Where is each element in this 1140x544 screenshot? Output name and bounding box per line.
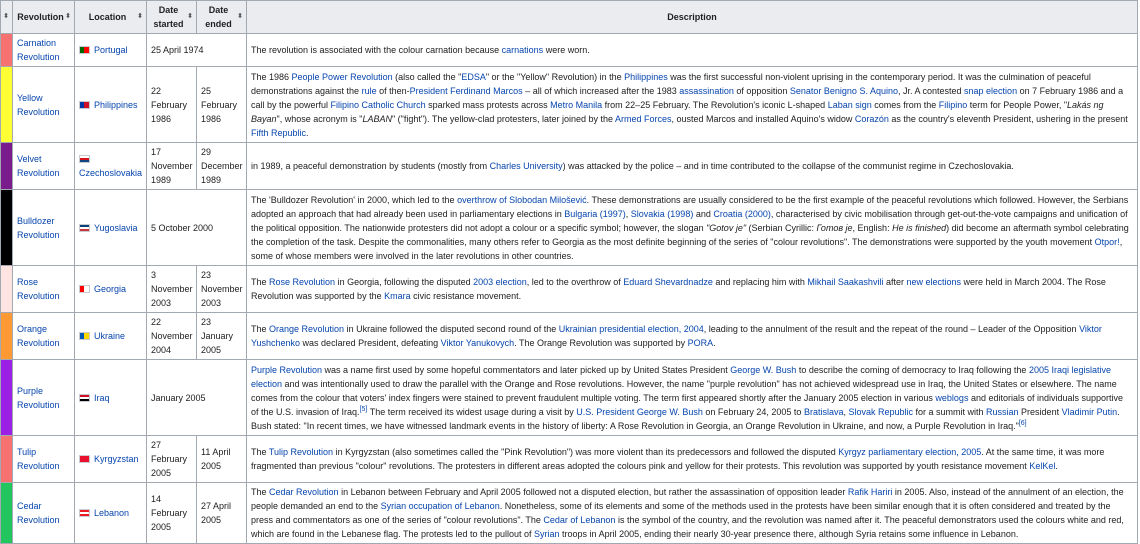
revolution-cell — [13, 67, 75, 143]
flag-icon — [79, 455, 90, 463]
revolution-cell — [13, 313, 75, 360]
description-header-label: Description — [667, 12, 717, 22]
revolution-link[interactable]: Yellow Revolution — [17, 92, 60, 117]
color-swatch — [1, 360, 13, 436]
table-row — [1, 360, 1138, 436]
description-link[interactable]: KelKel — [1029, 461, 1056, 471]
location-cell — [75, 67, 147, 143]
date-started-cell: 3 November 2003 — [147, 266, 197, 313]
flag-icon — [79, 285, 90, 293]
location-cell — [75, 266, 147, 313]
description-link[interactable]: assassination — [679, 85, 734, 96]
color-swatch — [1, 266, 13, 313]
revolution-cell — [13, 266, 75, 313]
description-link[interactable]: Purple Revolution — [251, 364, 323, 375]
revolution-link[interactable]: Rose Revolution — [17, 277, 60, 301]
table-body — [1, 34, 1138, 544]
date-started-cell: 22 February 1986 — [147, 67, 197, 143]
color-swatch — [1, 483, 13, 544]
color-swatch — [1, 313, 13, 360]
description-link[interactable]: Metro Manila — [550, 99, 603, 110]
description-link[interactable]: Vladimir Putin — [1061, 406, 1118, 417]
sort-arrows-icon[interactable]: ⬍ — [187, 13, 193, 20]
color-column-header — [1, 1, 13, 34]
date-ended-cell: 23 November 2003 — [197, 266, 247, 313]
location-link[interactable]: Portugal — [94, 45, 128, 55]
revolution-cell — [13, 483, 75, 544]
description-link[interactable]: Ukrainian presidential election, 2004 — [558, 324, 704, 334]
description-cell: in 1989, a peaceful demonstration by students (mostly from Charles University) was attacked by the police – and in time contributed to the collapse of the communist regime in Czechoslovakia. — [247, 143, 1138, 190]
description-link[interactable]: Orange Revolution — [269, 324, 345, 334]
date-ended-column-header[interactable] — [197, 1, 247, 34]
date-started-cell: 5 October 2000 — [147, 190, 247, 266]
description-link[interactable]: Corazón — [854, 113, 889, 124]
description-link[interactable]: 2005 Iraqi legislative election — [251, 364, 1111, 389]
color-swatch — [1, 34, 13, 67]
description-link[interactable]: Senator Benigno S. Aquino — [789, 85, 898, 96]
description-link[interactable]: Viktor Yushchenko — [251, 324, 1102, 348]
date-started-cell: January 2005 — [147, 360, 247, 436]
revolution-column-header[interactable] — [13, 1, 75, 34]
flag-icon — [79, 46, 90, 54]
description-link[interactable]: Kmara — [384, 291, 411, 301]
description-link[interactable]: [5] — [359, 405, 368, 413]
description-link[interactable]: U.S. President George W. Bush — [576, 406, 703, 417]
description-link[interactable]: George W. Bush — [730, 364, 797, 375]
color-swatch — [1, 190, 13, 266]
description-link[interactable]: Cedar Revolution — [269, 487, 339, 497]
sort-arrows-icon[interactable]: ⬍ — [237, 13, 243, 20]
location-cell — [75, 483, 147, 544]
table-row — [1, 483, 1138, 544]
location-link[interactable]: Georgia — [94, 284, 127, 294]
location-cell — [75, 360, 147, 436]
description-link[interactable]: carnations — [501, 45, 544, 55]
revolution-link[interactable]: Orange Revolution — [17, 324, 60, 348]
revolution-cell — [13, 190, 75, 266]
revolution-link[interactable]: Carnation Revolution — [17, 38, 60, 62]
date-started-cell: 27 February 2005 — [147, 436, 197, 483]
description-link[interactable]: PORA — [687, 338, 714, 348]
revolution-link[interactable]: Purple Revolution — [17, 385, 60, 410]
description-cell: The 1986 People Power Revolution (also called the "EDSA" or the "Yellow" Revolution) in the Philippines was the first successful non-violent uprising in the contemporary period. It was the culmination of peaceful demonstrations against the rule of then-President Ferdinand Marcos – all of which increased after the 1983 assassination of opposition Senator Benigno S. Aquino, Jr. A contested snap election on 7 February 1986 and a call by the powerful Filipino Catholic Church sparked mass protests across Metro Manila from 22–25 February. The Revolution's iconic L-shaped Laban sign comes from the Filipino term for People Power, "Lakás ng Bayan", whose acronym is "LABAN" ("fight"). The yellow-clad protesters, later joined by the Armed Forces, ousted Marcos and installed Aquino's widow Corazón as the country's eleventh President, ushering in the present Fifth Republic. — [247, 67, 1138, 143]
table-row — [1, 313, 1138, 360]
description-link[interactable]: weblogs — [935, 392, 969, 403]
location-cell — [75, 143, 147, 190]
description-link[interactable]: Filipino — [938, 99, 968, 110]
description-column-header — [247, 1, 1138, 34]
description-link[interactable]: Eduard Shevardnadze — [623, 277, 713, 287]
flag-icon — [79, 394, 90, 402]
date-started-cell: 17 November 1989 — [147, 143, 197, 190]
table-header-row — [1, 1, 1138, 34]
description-link[interactable]: Bratislava — [803, 406, 844, 417]
description-cell: The Cedar Revolution in Lebanon between February and April 2005 followed not a disputed election, but rather the assassination of opposition leader Rafik Hariri in 2005. Also, instead of the annulment of an election, the people demanded an end to the Syrian occupation of Lebanon. Nonetheless, some of its elements and some of the methods used in the protests have been similar enough that it is often considered and treated by the press and commentators as one of the series of "colour revolutions". The Cedar of Lebanon is the symbol of the country, and the revolution was named after it. The peaceful demonstrators used the colours white and red, which are found in the Lebanese flag. The protests led to the pullout of Syrian troops in April 2005, ending their nearly 30-year presence there, although Syria retains some influence in Lebanon. — [247, 483, 1138, 544]
date-ended-cell: 27 April 2005 — [197, 483, 247, 544]
revolution-cell — [13, 143, 75, 190]
description-link[interactable]: Russian — [986, 406, 1019, 417]
description-link[interactable]: new elections — [906, 277, 961, 287]
revolution-header-label: Revolution — [17, 12, 64, 22]
description-link[interactable]: Tulip Revolution — [268, 447, 334, 457]
description-link[interactable]: Otpor! — [1094, 236, 1120, 247]
description-link[interactable]: President Ferdinand Marcos — [409, 85, 523, 96]
table-row — [1, 34, 1138, 67]
revolution-link[interactable]: Tulip Revolution — [17, 447, 60, 471]
location-link[interactable]: Yugoslavia — [94, 222, 138, 233]
revolution-cell — [13, 34, 75, 67]
table-row — [1, 436, 1138, 483]
revolution-link[interactable]: Cedar Revolution — [17, 501, 60, 525]
location-column-header[interactable] — [75, 1, 147, 34]
description-link[interactable]: Laban sign — [827, 99, 872, 110]
description-link[interactable]: Slovakia (1998) — [630, 208, 694, 219]
location-header-label: Location — [88, 12, 127, 22]
description-link[interactable]: Fifth Republic — [251, 127, 307, 138]
description-link[interactable]: rule — [361, 85, 377, 96]
date-started-column-header[interactable] — [147, 1, 197, 34]
date-started-cell: 22 November 2004 — [147, 313, 197, 360]
table-row — [1, 67, 1138, 143]
description-link[interactable]: Croatia (2000) — [713, 208, 771, 219]
description-link[interactable]: 2003 election — [473, 277, 527, 287]
flag-icon — [79, 101, 90, 109]
revolution-cell — [13, 360, 75, 436]
table-row — [1, 190, 1138, 266]
description-link[interactable]: Philippines — [624, 71, 668, 82]
description-cell: The Rose Revolution in Georgia, following the disputed 2003 election, led to the overthrow of Eduard Shevardnadze and replacing him with Mikhail Saakashvili after new elections were held in March 2004. The Rose Revolution was supported by the Kmara civic resistance movement. — [247, 266, 1138, 313]
color-swatch — [1, 67, 13, 143]
sort-arrows-icon[interactable]: ⬍ — [65, 13, 71, 20]
date-started-header-label: Date started — [153, 5, 184, 29]
revolution-link[interactable]: Bulldozer Revolution — [17, 215, 60, 240]
description-link[interactable]: Syrian occupation of Lebanon — [380, 501, 500, 511]
description-link[interactable]: Syrian — [534, 529, 560, 539]
table-row — [1, 143, 1138, 190]
description-link[interactable]: Viktor Yanukovych — [440, 338, 515, 348]
description-link[interactable]: Slovak Republic — [848, 406, 914, 417]
location-cell — [75, 190, 147, 266]
date-started-cell: 14 February 2005 — [147, 483, 197, 544]
color-swatch — [1, 143, 13, 190]
location-link[interactable]: Iraq — [94, 392, 110, 403]
date-ended-cell: 23 January 2005 — [197, 313, 247, 360]
revolution-link[interactable]: Velvet Revolution — [17, 154, 60, 178]
description-link[interactable]: Mikhail Saakashvili — [807, 277, 884, 287]
description-cell: The Orange Revolution in Ukraine followed the disputed second round of the Ukrainian presidential election, 2004, leading to the annulment of the result and the repeat of the round – Leader of the Opposition Viktor Yushchenko was declared President, defeating Viktor Yanukovych. The Orange Revolution was supported by PORA. — [247, 313, 1138, 360]
location-cell — [75, 313, 147, 360]
date-started-cell: 25 April 1974 — [147, 34, 247, 67]
location-cell — [75, 436, 147, 483]
date-ended-cell: 29 December 1989 — [197, 143, 247, 190]
description-link[interactable]: Armed Forces — [615, 113, 672, 124]
description-link[interactable]: Cedar of Lebanon — [543, 515, 616, 525]
location-cell — [75, 34, 147, 67]
description-cell: The Tulip Revolution in Kyrgyzstan (also sometimes called the "Pink Revolution") was more violent than its predecessors and followed the disputed Kyrgyz parliamentary election, 2005. At the same time, it was more fragmented than previous "colour" revolutions. The protesters in different areas adopted the colours pink and yellow for their protests. This revolution was supported by youth resistance movement KelKel. — [247, 436, 1138, 483]
sort-arrows-icon[interactable]: ⬍ — [137, 13, 143, 20]
description-link[interactable]: People Power Revolution — [291, 71, 393, 82]
location-link[interactable]: Kyrgyzstan — [94, 454, 139, 464]
date-ended-header-label: Date ended — [205, 5, 232, 29]
sort-arrows-icon[interactable]: ⬍ — [3, 13, 9, 20]
flag-icon — [79, 224, 90, 232]
color-swatch — [1, 436, 13, 483]
description-link[interactable]: Rose Revolution — [269, 277, 336, 287]
description-link[interactable]: Charles University — [489, 161, 563, 171]
description-cell: The revolution is associated with the colour carnation because carnations were worn. — [247, 34, 1138, 67]
flag-icon — [79, 155, 90, 163]
location-link[interactable]: Czechoslovakia — [79, 168, 143, 178]
description-link[interactable]: overthrow of Slobodan Milošević — [457, 194, 587, 205]
description-link[interactable]: [6] — [1018, 419, 1027, 427]
revolution-cell — [13, 436, 75, 483]
table-row — [1, 266, 1138, 313]
description-cell: Purple Revolution was a name first used by some hopeful commentators and later picked up by United States President George W. Bush to describe the coming of democracy to Iraq following the 2005 Iraqi legislative election and was intentionally used to draw the parallel with the Orange and Rose revolutions. However, the name "purple revolution" has not achieved widespread use in Iraq, the United States or elsewhere. The name comes from the colour that voters' index fingers were stained to prevent fraudulent multiple voting. The term first appeared shortly after the January 2005 election in various weblogs and editorials of individuals supportive of the U.S. invasion of Iraq.[5] The term received its widest usage during a visit by U.S. President George W. Bush on February 24, 2005 to Bratislava, Slovak Republic for a summit with Russian President Vladimir Putin. Bush stated: "In recent times, we have witnessed landmark events in the history of liberty: A Rose Revolution in Georgia, an Orange Revolution in Ukraine, and now, a Purple Revolution in Iraq."[6] — [247, 360, 1138, 436]
date-ended-cell: 25 February 1986 — [197, 67, 247, 143]
flag-icon — [79, 332, 90, 340]
description-link[interactable]: snap election — [964, 85, 1018, 96]
description-link[interactable]: Kyrgyz parliamentary election, 2005 — [838, 447, 982, 457]
description-link[interactable]: Filipino Catholic Church — [330, 99, 426, 110]
description-link[interactable]: Rafik Hariri — [847, 487, 893, 497]
description-link[interactable]: EDSA — [461, 71, 486, 82]
location-link[interactable]: Philippines — [94, 99, 138, 110]
description-cell: The 'Bulldozer Revolution' in 2000, which led to the overthrow of Slobodan Milošević. These demonstrations are usually considered to be the first example of the peaceful revolutions which followed. However, the Serbians adopted an approach that had already been used in parliamentary elections in Bulgaria (1997), Slovakia (1998) and Croatia (2000), characterised by civic mobilisation through get-out-the-vote campaigns and unification of the political opposition. The nationwide protesters did not adopt a colour or a specific symbol; however, the slogan "Gotov je" (Serbian Cyrillic: Готов је, English: He is finished) did become an aftermath symbol celebrating the completion of the task. Despite the commonalities, many others refer to Georgia as the most definite beginning of the series of "colour revolutions". The demonstrations were supported by the youth movement Otpor!, some of whose members were involved in the later revolutions in other countries. — [247, 190, 1138, 266]
description-link[interactable]: Bulgaria (1997) — [564, 208, 626, 219]
location-link[interactable]: Lebanon — [94, 508, 130, 518]
flag-icon — [79, 509, 90, 517]
date-ended-cell: 11 April 2005 — [197, 436, 247, 483]
location-link[interactable]: Ukraine — [94, 331, 126, 341]
